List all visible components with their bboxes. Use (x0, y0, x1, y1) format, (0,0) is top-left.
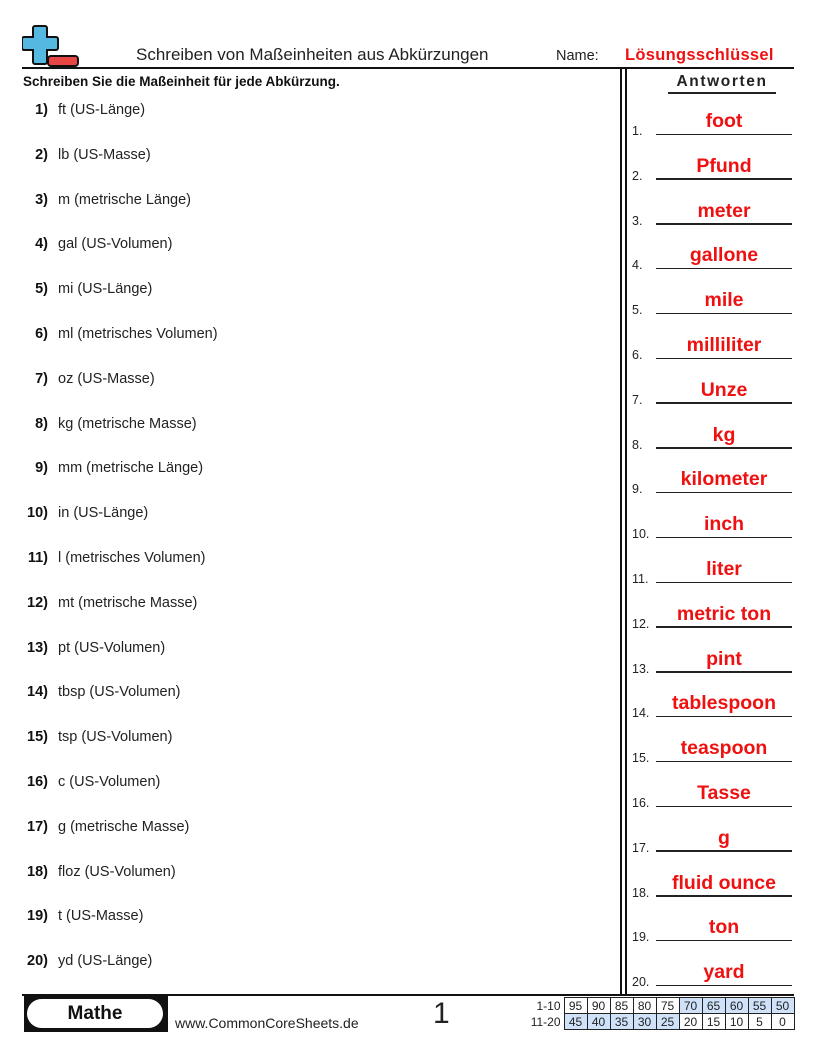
score-row (526, 1014, 794, 1030)
question-item (0, 550, 600, 570)
answer-number: 17. (632, 840, 650, 855)
question-number: 4) (35, 236, 48, 253)
question-number: 1) (35, 102, 48, 118)
question-text: t (US-Masse) (58, 908, 144, 925)
question-item (0, 819, 600, 839)
question-number: 11) (27, 550, 48, 566)
question-text: m (metrische Länge) (58, 191, 191, 208)
page-number: 1 (433, 997, 450, 1030)
score-cell: 75 (656, 998, 679, 1014)
subject-label: Mathe (27, 999, 163, 1028)
question-text: lb (US-Masse) (58, 146, 151, 163)
answer-line (656, 850, 792, 852)
answer-value: foot (705, 110, 743, 132)
question-number: 18) (27, 863, 48, 880)
answer-line (656, 716, 792, 718)
answer-line (656, 940, 792, 942)
answer-line (656, 671, 792, 673)
question-item (0, 684, 600, 704)
answer-line (656, 537, 792, 539)
instructions: Schreiben Sie die Maßeinheit für jede Abkürzung. (23, 74, 340, 89)
answer-item (632, 780, 794, 810)
score-cell: 0 (771, 1014, 794, 1030)
answer-number: 18. (632, 885, 650, 900)
answer-line (656, 402, 792, 404)
answer-value: Tasse (697, 782, 751, 804)
question-item (0, 595, 600, 615)
question-item (0, 908, 600, 928)
question-item (0, 102, 600, 122)
question-item (0, 281, 600, 301)
question-item (0, 416, 600, 436)
question-number: 6) (35, 326, 48, 342)
question-text: mi (US-Länge) (58, 281, 153, 298)
answer-item (632, 108, 794, 138)
answer-line (656, 492, 792, 494)
column-divider (620, 68, 622, 995)
answer-number: 9. (632, 482, 643, 497)
question-item (0, 953, 600, 973)
question-item (0, 326, 600, 346)
question-item (0, 729, 600, 749)
score-cell: 70 (679, 998, 702, 1014)
question-item (0, 864, 600, 884)
answer-number: 11. (632, 572, 649, 586)
answer-number: 19. (632, 930, 650, 945)
question-number: 5) (35, 281, 48, 298)
question-text: pt (US-Volumen) (58, 639, 166, 656)
answer-line (656, 582, 792, 584)
score-cell: 5 (748, 1014, 771, 1030)
question-text: tbsp (US-Volumen) (58, 684, 181, 701)
score-cell: 55 (748, 998, 771, 1014)
site-link[interactable]: www.CommonCoreSheets.de (175, 1015, 359, 1031)
question-number: 8) (35, 415, 48, 432)
answer-number: 8. (632, 437, 643, 452)
answer-line (656, 313, 792, 315)
answer-line (656, 806, 792, 808)
answer-number: 16. (632, 796, 650, 810)
score-row (526, 998, 794, 1014)
question-text: floz (US-Volumen) (58, 863, 176, 880)
answer-value: mile (704, 289, 744, 312)
question-text: ml (metrisches Volumen) (58, 326, 218, 342)
question-number: 13) (27, 639, 48, 656)
answer-value: gallone (689, 244, 759, 267)
score-cell: 35 (610, 1014, 633, 1030)
answer-value: yard (703, 961, 745, 984)
answer-line (656, 178, 792, 180)
column-divider (625, 68, 627, 995)
answer-number: 15. (632, 751, 650, 766)
answers-heading: Antworten (668, 73, 776, 94)
score-range-label: 1-10 (536, 998, 561, 1013)
score-cell: 15 (702, 1014, 725, 1030)
answer-item (632, 735, 794, 765)
question-number: 19) (27, 908, 48, 925)
question-item (0, 147, 600, 167)
question-number: 7) (35, 370, 48, 387)
score-cell: 10 (725, 1014, 748, 1030)
question-text: tsp (US-Volumen) (58, 729, 173, 746)
answer-number: 7. (632, 392, 643, 407)
answer-number: 4. (632, 258, 643, 273)
answer-value: kilometer (680, 468, 768, 491)
score-cell: 65 (702, 998, 725, 1014)
answer-line (656, 358, 792, 360)
score-cell: 80 (633, 998, 656, 1014)
question-number: 12) (27, 594, 48, 611)
answer-number: 13. (632, 661, 650, 676)
answer-value: tablespoon (671, 692, 776, 715)
answer-number: 6. (632, 348, 643, 362)
answer-value: meter (697, 199, 751, 222)
answer-item (632, 287, 794, 317)
question-number: 16) (27, 774, 48, 790)
answer-value: metric ton (676, 602, 772, 625)
question-text: oz (US-Masse) (58, 370, 155, 387)
answer-item (632, 153, 794, 183)
score-range-label: 11-20 (530, 1014, 561, 1029)
question-number: 3) (35, 191, 48, 208)
name-value: Lösungsschlüssel (625, 46, 774, 64)
answer-item (632, 422, 794, 452)
answer-line (656, 985, 792, 987)
answer-line (656, 223, 792, 225)
question-number: 17) (27, 818, 48, 835)
answer-value: ton (708, 916, 740, 939)
answer-value: Unze (700, 378, 748, 401)
question-item (0, 236, 600, 256)
score-cell: 45 (564, 1014, 587, 1030)
name-label: Name: (556, 48, 599, 64)
answer-item (632, 646, 794, 676)
answer-value: inch (703, 513, 745, 536)
score-cell: 20 (679, 1014, 702, 1030)
answer-line (656, 895, 792, 897)
answer-item (632, 242, 794, 272)
answer-item (632, 332, 794, 362)
question-text: yd (US-Länge) (58, 953, 153, 970)
question-item (0, 640, 600, 660)
answer-value: milliliter (686, 334, 762, 356)
answer-value: Pfund (696, 154, 752, 177)
answer-number: 12. (632, 616, 650, 631)
score-cell: 90 (587, 998, 610, 1014)
answer-number: 14. (632, 706, 650, 721)
question-number: 9) (35, 460, 48, 477)
answer-value: teaspoon (680, 737, 768, 760)
answer-item (632, 914, 794, 944)
answer-number: 3. (632, 213, 643, 228)
question-text: l (metrisches Volumen) (58, 550, 206, 566)
question-text: mm (metrische Länge) (58, 460, 204, 477)
question-number: 10) (27, 505, 48, 522)
answer-item (632, 198, 794, 228)
score-cell: 25 (656, 1014, 679, 1030)
question-text: mt (metrische Masse) (58, 594, 198, 611)
answer-value: pint (706, 647, 742, 670)
answer-value: kg (712, 423, 736, 446)
question-number: 2) (35, 146, 48, 163)
answer-value: g (718, 826, 730, 849)
score-cell: 85 (610, 998, 633, 1014)
answer-line (656, 626, 792, 628)
question-text: g (metrische Masse) (58, 818, 190, 835)
question-text: kg (metrische Masse) (58, 415, 197, 432)
answer-line (656, 447, 792, 449)
answer-line (656, 268, 792, 270)
score-cell: 30 (633, 1014, 656, 1030)
question-item (0, 192, 600, 212)
question-text: c (US-Volumen) (58, 774, 161, 790)
answer-item (632, 959, 794, 989)
answer-value: fluid ounce (672, 871, 776, 894)
answer-number: 2. (632, 168, 643, 183)
answer-line (656, 134, 792, 136)
subject-badge (24, 996, 168, 1032)
answer-item (632, 466, 794, 496)
worksheet-title: Schreiben von Maßeinheiten aus Abkürzungen (136, 45, 489, 64)
question-item (0, 505, 600, 525)
answer-item (632, 556, 794, 586)
answer-number: 1. (632, 124, 643, 138)
plus-minus-logo-icon (22, 24, 80, 68)
question-item (0, 460, 600, 480)
header-divider (22, 67, 794, 69)
answer-number: 10. (632, 527, 650, 542)
question-item (0, 371, 600, 391)
answer-item (632, 601, 794, 631)
question-number: 20) (27, 953, 48, 970)
answer-item (632, 870, 794, 900)
score-cell: 40 (587, 1014, 610, 1030)
question-text: in (US-Länge) (58, 505, 149, 522)
answer-value: liter (706, 558, 742, 580)
question-number: 15) (27, 729, 48, 746)
answer-number: 20. (632, 975, 650, 990)
answer-line (656, 761, 792, 763)
answer-item (632, 377, 794, 407)
score-table (526, 997, 795, 1030)
question-item (0, 774, 600, 794)
score-cell: 50 (771, 998, 794, 1014)
question-text: gal (US-Volumen) (58, 236, 173, 253)
question-text: ft (US-Länge) (58, 102, 146, 118)
answer-number: 5. (632, 303, 643, 318)
score-cell: 95 (564, 998, 587, 1014)
answer-item (632, 511, 794, 541)
answer-item (632, 690, 794, 720)
answer-item (632, 825, 794, 855)
score-cell: 60 (725, 998, 748, 1014)
question-number: 14) (27, 684, 48, 701)
